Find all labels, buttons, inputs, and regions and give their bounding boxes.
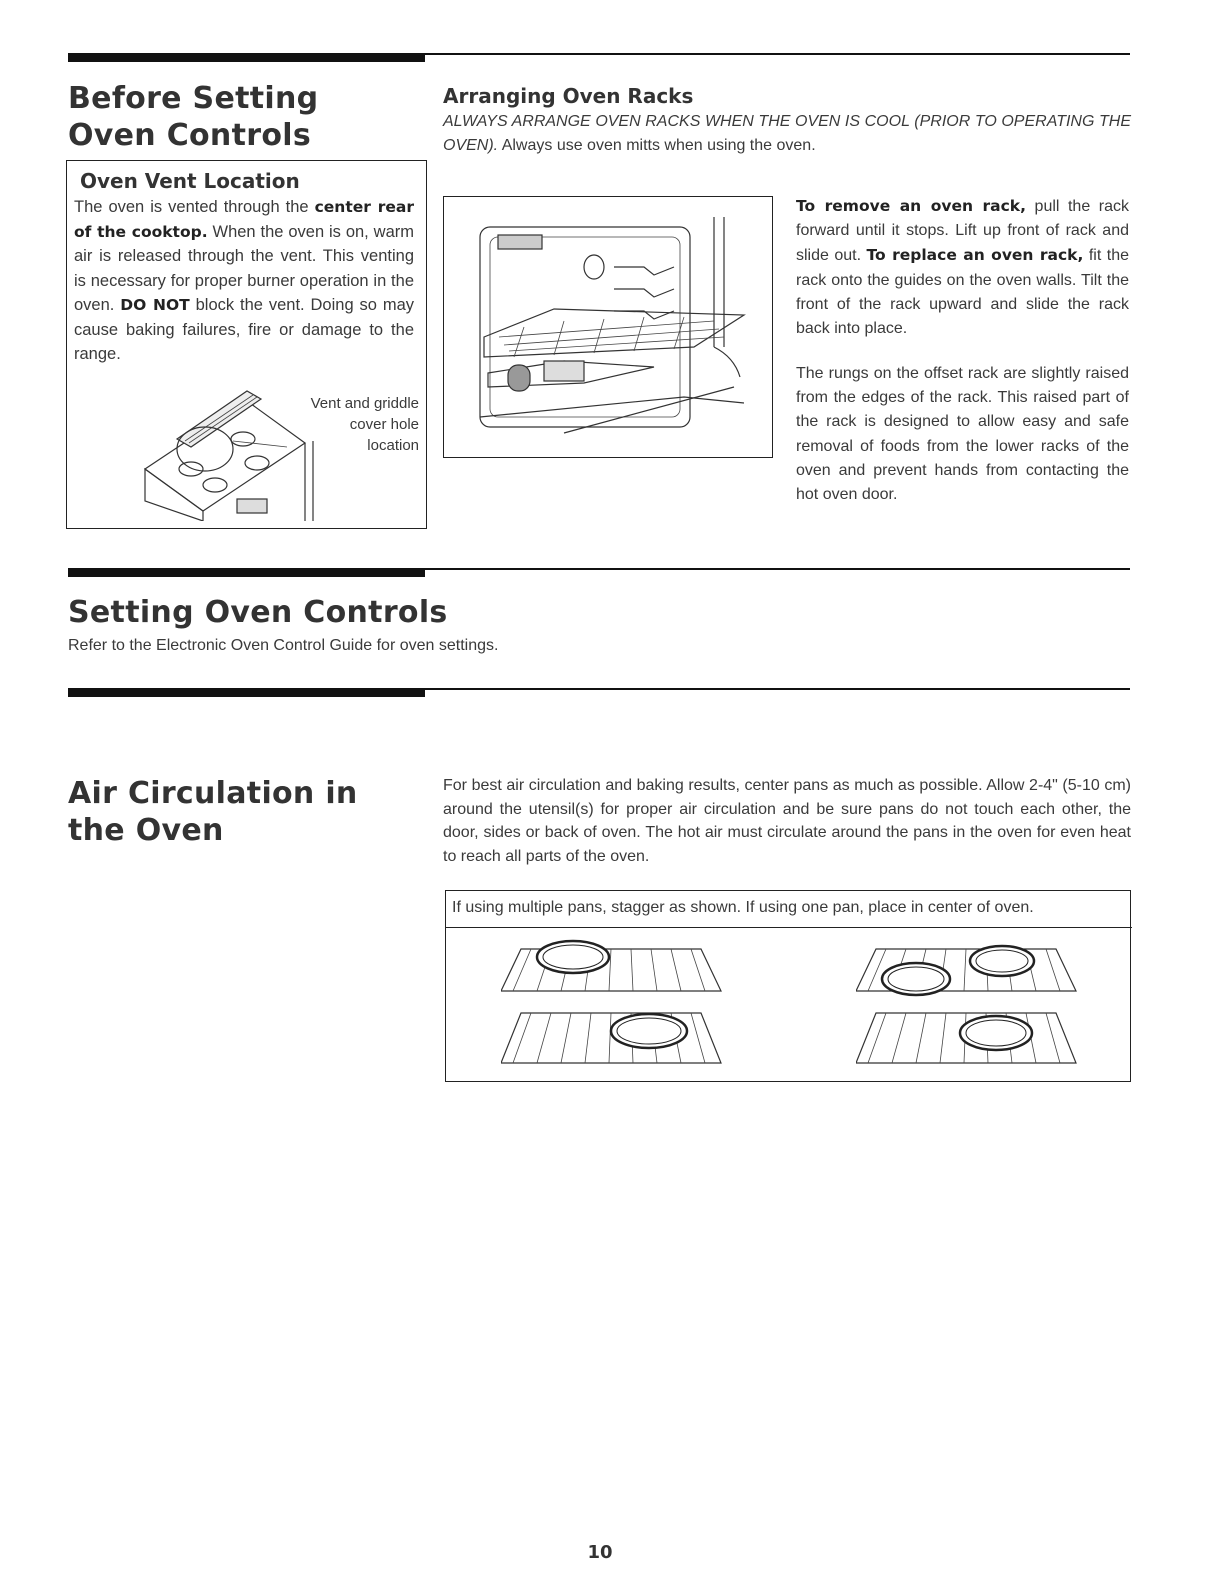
staggered-pans-caption: If using multiple pans, stagger as shown. If using one pan, place in center of oven. [452, 899, 1034, 916]
pan-placement-illustration-left [501, 939, 731, 1079]
section-title-air-circulation: Air Circulation in the Oven [68, 776, 358, 848]
vent-location-box [66, 160, 427, 529]
oven-rack-illustration [444, 197, 770, 455]
arranging-racks-heading: Arranging Oven Racks [443, 84, 694, 108]
remove-replace-rack-text: To remove an oven rack, pull the rack forward until it stops. Lift up front of rack and slide out. To replace an oven rack, fit the rack onto the guides on the oven walls. Tilt the front of the rack upward and slide the rack back into place. [796, 197, 1129, 338]
caption-divider [446, 927, 1132, 928]
section-rule-thick [68, 688, 425, 697]
section-rule-thin [425, 568, 1130, 570]
offset-rack-text: The rungs on the offset rack are slightly raised from the edges of the rack. This raised part of the rack is designed to allow easy and safe removal of foods from the lower racks of the oven and prevent hands from contacting the hot oven door. [796, 365, 1129, 504]
air-circulation-text: For best air circulation and baking results, center pans as much as possible. Allow 2-4" (5-10 cm) around the utensil(s) for proper air circulation and be sure pans do not touch each other, the door, sides or back of oven. The hot air must circulate around the pans in the oven for even heat to reach all parts of the oven. [443, 777, 1131, 865]
vent-location-text: The oven is vented through the center rear of the cooktop. When the oven is on, warm air is released through the vent. This venting is necessary for proper burner operation in the oven. DO NOT block the vent. Doing so may cause baking failures, fire or damage to the range. [74, 198, 414, 363]
section-title-before-setting: Before Setting Oven Controls [68, 81, 319, 153]
section-rule-thick [68, 53, 425, 62]
section-rule-thick [68, 568, 425, 577]
section-title-setting-controls: Setting Oven Controls [68, 595, 448, 630]
vent-location-heading: Oven Vent Location [80, 169, 300, 193]
oven-rack-figure [443, 196, 773, 458]
page-number: 10 [587, 1542, 613, 1563]
setting-controls-text: Refer to the Electronic Oven Control Guide for oven settings. [68, 637, 499, 654]
staggered-pans-figure [445, 890, 1131, 1082]
arranging-racks-warning: ALWAYS ARRANGE OVEN RACKS WHEN THE OVEN IS COOL (PRIOR TO OPERATING THE OVEN). Always use oven mitts when using the oven. [443, 113, 1131, 154]
section-rule-thin [425, 53, 1130, 55]
vent-callout: Vent and griddle cover hole location [310, 395, 419, 454]
section-rule-thin [425, 688, 1130, 690]
pan-placement-illustration-right [856, 939, 1086, 1079]
